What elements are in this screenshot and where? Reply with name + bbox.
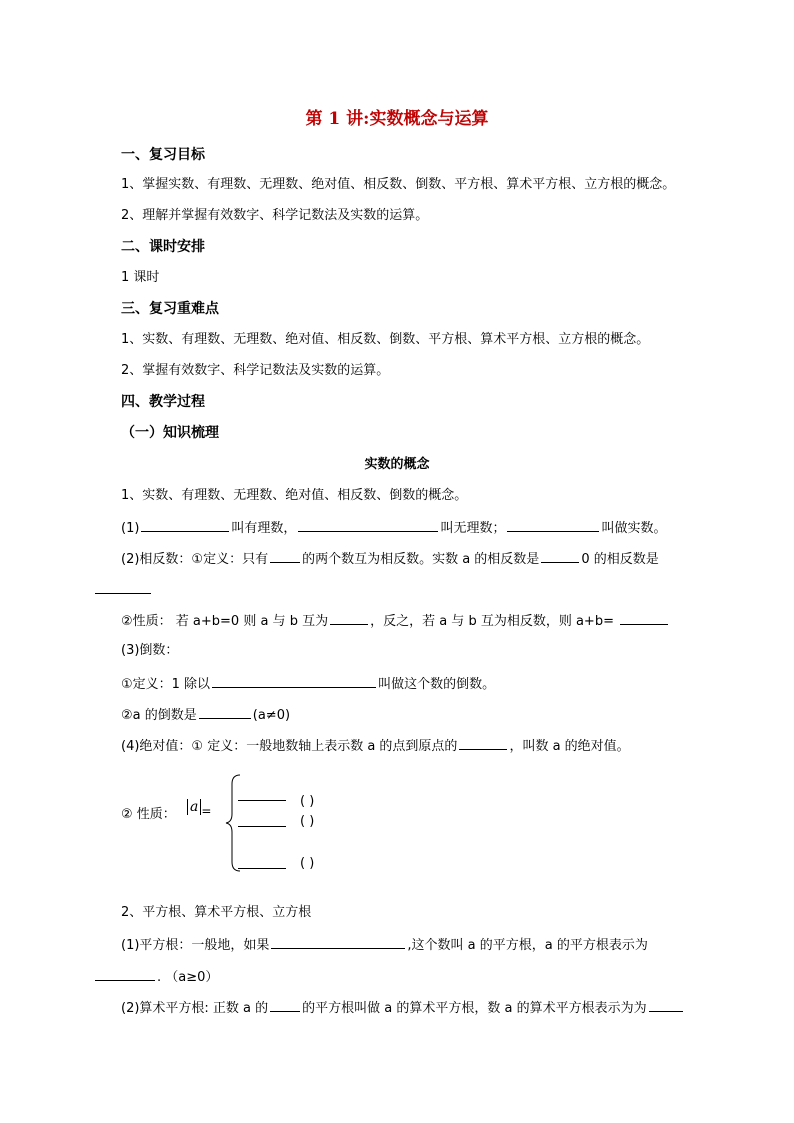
blank-case-3[interactable]	[238, 868, 286, 869]
paren-case-1: ( )	[300, 794, 315, 809]
absolute-property-label: ② 性质：	[121, 807, 176, 822]
abs-a: a	[187, 799, 201, 815]
paren-case-2: ( )	[300, 814, 315, 829]
irrational-text: 叫无理数；	[440, 521, 506, 536]
concept-line-9	[121, 806, 176, 824]
absolute-def-text: (4)绝对值：① 定义：一般地数轴上表示数 a 的点到原点的	[121, 739, 458, 754]
keypoint-item-1: 1、实数、有理数、无理数、绝对值、相反数、倒数、平方根、算术平方根、立方根的概念。	[121, 332, 650, 347]
blank-absolute-def[interactable]	[459, 736, 507, 750]
roots-line-3	[95, 966, 218, 985]
concept-line-4	[121, 611, 670, 631]
reciprocal-def-end: 叫做这个数的倒数。	[378, 677, 496, 692]
concept-line-2	[121, 518, 666, 538]
concept-line-1: 1、实数、有理数、无理数、绝对值、相反数、倒数的概念。	[121, 488, 468, 503]
blank-property[interactable]	[330, 611, 368, 625]
property-text: ②性质： 若 a+b=0 则 a 与 b 互为	[121, 614, 329, 629]
concept-line-6	[121, 674, 495, 694]
roots-line-4	[121, 998, 685, 1018]
blank-reciprocal-def[interactable]	[212, 674, 376, 688]
blank-opposite-zero[interactable]	[95, 593, 151, 594]
blank-opposite-def[interactable]	[270, 549, 300, 563]
reciprocal-cond: (a≠0)	[252, 708, 291, 723]
reciprocal-a-text: ②a 的倒数是	[121, 708, 197, 723]
section-heading-goals: 一、复习目标	[121, 147, 205, 163]
opposite-a-text: 的两个数互为相反数。实数 a 的相反数是	[302, 552, 540, 567]
concept-line-3	[121, 549, 659, 569]
paren-case-3: ( )	[300, 856, 315, 871]
roots-line-2	[121, 935, 648, 955]
square-root-def-text: (1)平方根：一般地，如果	[121, 938, 270, 953]
square-root-cond: . （a≥0）	[157, 970, 219, 985]
keypoint-item-2: 2、掌握有效数字、科学记数法及实数的运算。	[121, 363, 390, 378]
absolute-def-end: ，叫数 a 的绝对值。	[509, 739, 630, 754]
abs-equals: =	[201, 804, 212, 818]
reciprocal-def-text: ①定义：1 除以	[121, 677, 211, 692]
schedule-text: 1 课时	[121, 270, 160, 285]
section-heading-keypoints: 三、复习重难点	[121, 301, 219, 317]
center-heading: 实数的概念	[364, 457, 430, 472]
blank-arith-notation[interactable]	[649, 998, 683, 1012]
blank-square-root-def[interactable]	[271, 935, 405, 949]
blank-irrational[interactable]	[298, 518, 438, 532]
rational-text: 叫有理数，	[231, 521, 297, 536]
blank-sum[interactable]	[620, 611, 668, 625]
property-sum-text: ，反之，若 a 与 b 互为相反数，则 a+b=	[370, 614, 614, 629]
opposite-zero-text: 0 的相反数是	[581, 552, 659, 567]
subsection-heading: （一）知识梳理	[121, 425, 219, 441]
blank-case-2[interactable]	[238, 826, 286, 827]
section-heading-schedule: 二、课时安排	[121, 239, 205, 255]
square-root-def-end: ,这个数叫 a 的平方根，a 的平方根表示为	[407, 938, 648, 953]
blank-opposite-a[interactable]	[541, 549, 579, 563]
goal-item-2: 2、理解并掌握有效数字、科学记数法及实数的运算。	[121, 208, 429, 223]
concept-line-7	[121, 705, 290, 725]
arith-root-end: 的平方根叫做 a 的算术平方根，数 a 的算术平方根表示为为	[302, 1001, 647, 1016]
blank-reciprocal-a[interactable]	[199, 705, 251, 719]
blank-real[interactable]	[507, 518, 599, 532]
real-text: 叫做实数。	[601, 521, 667, 536]
goal-item-1: 1、掌握实数、有理数、无理数、绝对值、相反数、倒数、平方根、算术平方根、立方根的概念。	[121, 177, 676, 192]
blank-case-1[interactable]	[238, 800, 286, 801]
reciprocal-heading: (3)倒数：	[121, 643, 179, 658]
blank-arith-root[interactable]	[270, 998, 300, 1012]
concept-line-8	[121, 736, 630, 756]
roots-heading: 2、平方根、算术平方根、立方根	[121, 905, 312, 920]
label-1: (1)	[121, 521, 140, 536]
brace-icon	[222, 774, 242, 872]
section-heading-process: 四、教学过程	[121, 394, 205, 410]
blank-square-root-notation[interactable]	[95, 967, 155, 981]
page-title: 第 1 讲:实数概念与运算	[305, 109, 489, 129]
opposite-def-text: (2)相反数：①定义：只有	[121, 552, 269, 567]
absolute-value-expression	[187, 799, 211, 818]
arith-root-text: (2)算术平方根: 正数 a 的	[121, 1001, 269, 1016]
blank-rational[interactable]	[141, 518, 229, 532]
